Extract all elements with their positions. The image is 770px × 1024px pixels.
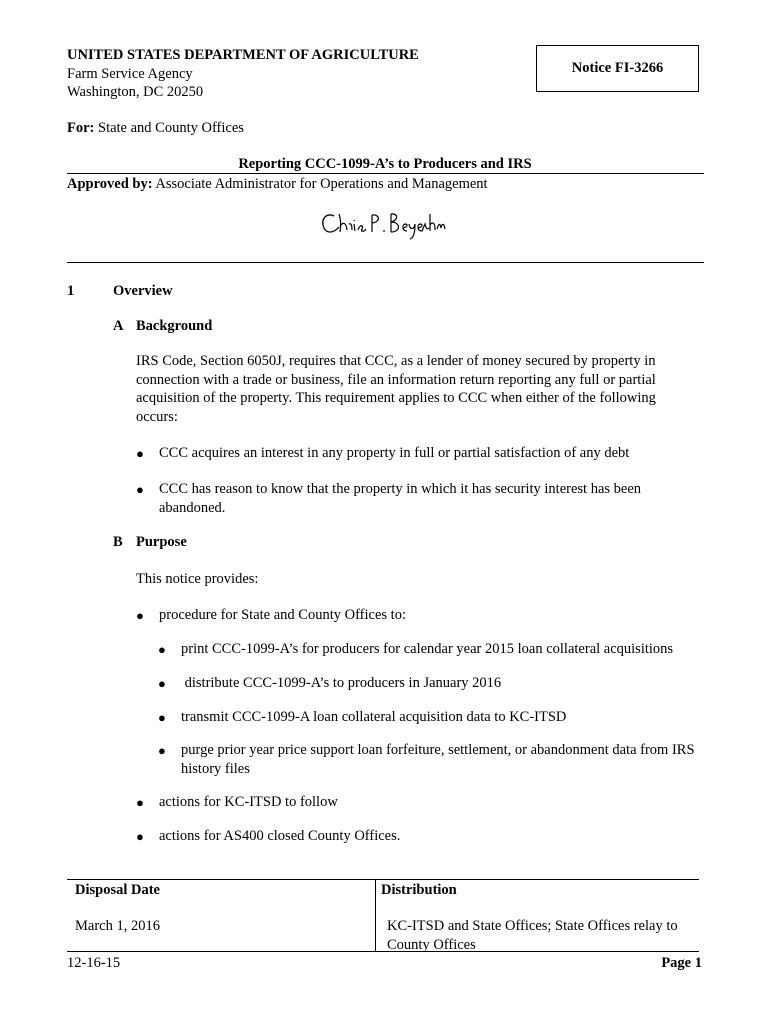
disposal-date-header: Disposal Date: [75, 882, 160, 898]
for-line: [67, 120, 244, 137]
purpose-intro: This notice provides:: [136, 571, 259, 587]
agency-name: UNITED STATES DEPARTMENT OF AGRICULTURE: [67, 47, 419, 63]
for-value: State and County Offices: [98, 120, 244, 136]
agency-subname: Farm Service Agency: [67, 66, 193, 82]
subsection-a-letter: A: [113, 318, 124, 334]
purpose-bullet-1: procedure for State and County Offices to:: [159, 607, 406, 623]
approved-line: [67, 176, 488, 193]
distribution-value: KC-ITSD and State Offices; State Offices relay to County Offices: [387, 918, 678, 953]
bullet-icon: ●: [158, 676, 166, 691]
disposal-date-value: March 1, 2016: [75, 918, 160, 934]
for-label: For:: [67, 120, 95, 136]
bullet-icon: ●: [136, 795, 144, 810]
notice-number-box: [536, 45, 699, 92]
approved-label: Approved by:: [67, 176, 153, 192]
background-bullet-2: CCC has reason to know that the property in which it has security interest has been abandoned.: [159, 481, 642, 516]
bullet-icon: ●: [136, 829, 144, 844]
bullet-icon: ●: [158, 710, 166, 725]
agency-address: Washington, DC 20250: [67, 84, 204, 100]
purpose-sub-bullet-1: print CCC-1099-A’s for producers for calendar year 2015 loan collateral acquisitions: [181, 641, 674, 657]
bullet-icon: ●: [136, 446, 144, 461]
purpose-sub-bullet-2: distribute CCC-1099-A’s to producers in January 2016: [181, 675, 502, 691]
notice-number: Notice FI-3266: [571, 60, 664, 76]
purpose-bullet-2: actions for KC-ITSD to follow: [159, 794, 338, 810]
distribution-header: Distribution: [381, 882, 457, 898]
approved-value: Associate Administrator for Operations and Management: [155, 176, 488, 192]
bullet-icon: ●: [136, 482, 144, 497]
purpose-sub-bullet-4: purge prior year price support loan forfeiture, settlement, or abandonment data from IRS history files: [181, 742, 695, 777]
subsection-a-heading: Background: [136, 318, 213, 334]
table-top-border: [67, 879, 699, 880]
subsection-b-letter: B: [113, 534, 123, 550]
document-title: Reporting CCC-1099-A’s to Producers and IRS: [238, 156, 532, 172]
approval-divider: [67, 262, 704, 263]
signature: [318, 206, 448, 242]
table-bottom-border: [67, 951, 699, 952]
bullet-icon: ●: [136, 608, 144, 623]
bullet-icon: ●: [158, 642, 166, 657]
purpose-bullet-3: actions for AS400 closed County Offices.: [159, 828, 401, 844]
bullet-icon: ●: [158, 743, 166, 758]
purpose-sub-bullet-3: transmit CCC-1099-A loan collateral acquisition data to KC-ITSD: [181, 709, 567, 725]
section-heading: Overview: [113, 283, 173, 299]
subsection-b-heading: Purpose: [136, 534, 187, 550]
table-column-divider: [375, 879, 376, 951]
footer-date: 12-16-15: [67, 955, 121, 971]
background-bullet-1: CCC acquires an interest in any property in full or partial satisfaction of any debt: [159, 445, 630, 461]
title-divider: [67, 173, 704, 174]
page-number: Page 1: [661, 955, 702, 971]
background-paragraph: IRS Code, Section 6050J, requires that CCC, as a lender of money secured by property in connection with a trade or business, file an information return reporting any full or partial acquisition of the property. This requirement applies to CCC when either of the following occurs:: [136, 353, 656, 425]
section-number: 1: [67, 283, 75, 299]
